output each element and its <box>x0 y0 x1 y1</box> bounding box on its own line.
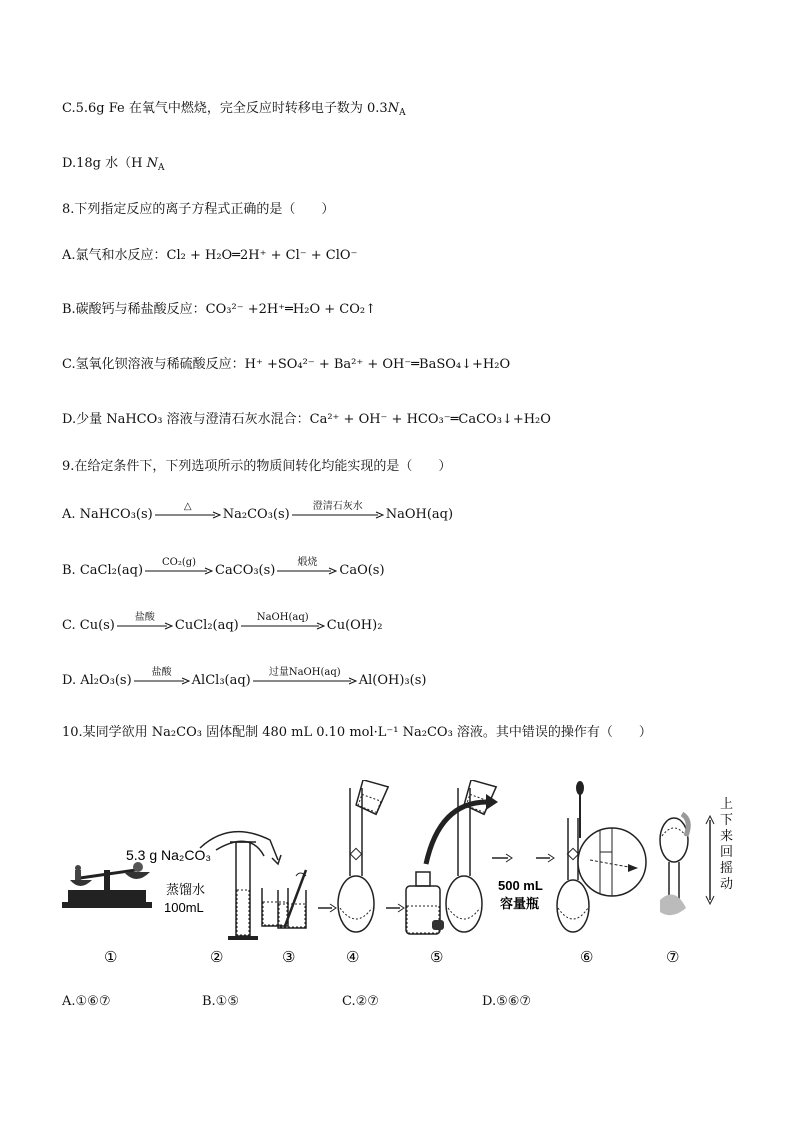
q10-stem: 10.某同学欲用 Na₂CO₃ 固体配制 480 mL 0.10 mol·L⁻¹ Na₂CO₃ 溶液。其中错误的操作有（ ） <box>62 725 652 740</box>
magnifier-icon <box>578 828 646 896</box>
step-number: ⑥ <box>580 949 594 966</box>
q10-options <box>62 993 602 1011</box>
q10-option-a: A.①⑥⑦ <box>62 994 111 1009</box>
reaction-arrow: NaOH(aq) <box>241 622 325 630</box>
shake-char-4: 回 <box>720 844 734 859</box>
reaction-arrow: 澄清石灰水 <box>292 511 384 519</box>
beaker-icon <box>262 888 288 926</box>
step-number: ③ <box>282 949 296 966</box>
q8-option-d: D.少量 NaHCO₃ 溶液与澄清石灰水混合：Ca²⁺ + OH⁻ + HCO₃⁻═CaCO₃↓+H₂O <box>62 412 551 427</box>
q10-option-b: B.①⑤ <box>202 994 239 1009</box>
reaction-arrow: 煅烧 <box>277 567 337 575</box>
q7-option-c: C.5.6g Fe 在氧气中燃烧，完全反应时转移电子数为 $0.3N_A$ <box>62 101 406 118</box>
step-arrow-icon <box>492 854 512 862</box>
q8-option-c: C.氢氧化钡溶液与稀硫酸反应：H⁺ +SO₄²⁻ + Ba²⁺ + OH⁻═BaSO₄↓+H₂O <box>62 357 511 372</box>
up-down-arrow-icon <box>706 816 714 904</box>
reaction-arrow: △ <box>155 511 221 519</box>
q7-option-d: D.18g 水（H $N_A$ <box>62 156 165 173</box>
step-number: ⑤ <box>430 949 444 966</box>
q9-option-d: D. Al₂O₃(s) 盐酸 AlCl₃(aq) 过量NaOH(aq) Al(OH)₃(s) <box>62 666 427 688</box>
volumetric-flask-icon <box>338 780 388 932</box>
step-arrow-icon <box>536 854 554 862</box>
shake-char-5: 摇 <box>720 860 734 875</box>
reaction-arrow: 盐酸 <box>134 677 190 685</box>
water-volume-label: 100mL <box>164 900 204 915</box>
shaking-flask-icon <box>660 814 688 915</box>
step-arrow-icon <box>318 904 336 912</box>
flask-volume-label: 500 mL <box>498 878 543 893</box>
lab-apparatus-figure <box>60 780 740 974</box>
shake-char-6: 动 <box>720 876 734 891</box>
q8-option-b: B.碳酸钙与稀盐酸反应：CO₃²⁻ +2H⁺═H₂O + CO₂↑ <box>62 302 376 317</box>
flask-name-label: 容量瓶 <box>500 896 540 911</box>
q10-option-c: C.②⑦ <box>342 994 379 1009</box>
stirring-beaker-icon <box>278 870 306 928</box>
balance-icon <box>62 862 152 908</box>
step-arrow-icon <box>386 904 404 912</box>
graduated-cylinder-icon <box>228 842 258 940</box>
step-number: ② <box>210 949 224 966</box>
q9-option-b: B. CaCl₂(aq) CO₂(g) CaCO₃(s) 煅烧 CaO(s) <box>62 556 385 578</box>
q8-option-a: A.氯气和水反应：Cl₂ + H₂O═2H⁺ + Cl⁻ + ClO⁻ <box>62 248 358 263</box>
q8-stem: 8.下列指定反应的离子方程式正确的是（ ） <box>62 202 335 217</box>
q9-option-c: C. Cu(s) 盐酸 CuCl₂(aq) NaOH(aq) Cu(OH)₂ <box>62 611 383 633</box>
shake-char-3: 来 <box>720 828 734 843</box>
step-number: ① <box>104 949 118 966</box>
step-number: ⑦ <box>666 949 680 966</box>
q9-stem: 9.在给定条件下，下列选项所示的物质间转化均能实现的是（ ） <box>62 459 452 474</box>
reagent-bottle-icon <box>406 872 444 934</box>
mass-label: 5.3 g Na₂CO₃ <box>126 847 212 863</box>
q10-option-d: D.⑤⑥⑦ <box>482 994 532 1009</box>
reaction-arrow: CO₂(g) <box>145 567 213 575</box>
water-label: 蒸馏水 <box>166 882 206 897</box>
reaction-arrow: 盐酸 <box>117 622 173 630</box>
reaction-arrow: 过量NaOH(aq) <box>253 677 357 685</box>
step-number: ④ <box>346 949 360 966</box>
shake-char-2: 下 <box>720 812 734 827</box>
shake-char-1: 上 <box>720 796 734 811</box>
q9-option-a: A. NaHCO₃(s) △ Na₂CO₃(s) 澄清石灰水 NaOH(aq) <box>62 500 454 522</box>
